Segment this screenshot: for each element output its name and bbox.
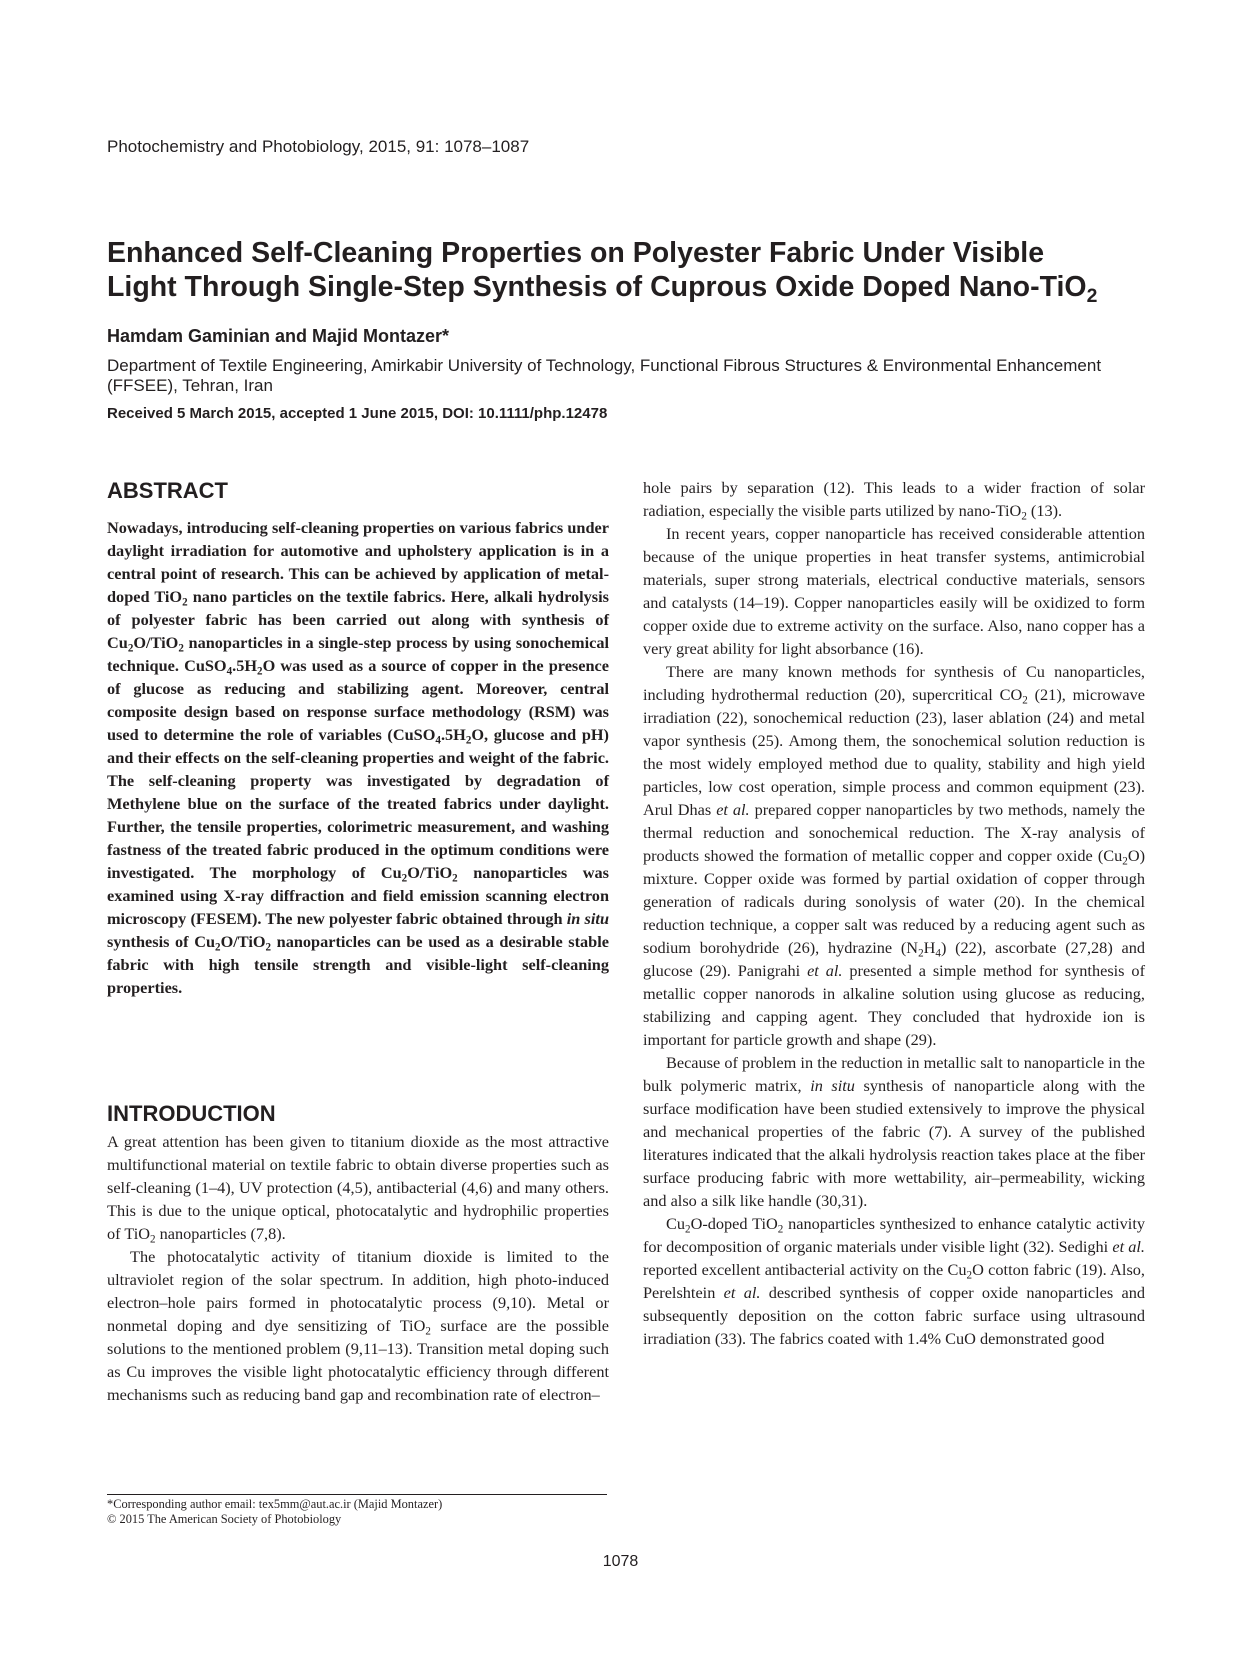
subscript: 2 (215, 941, 221, 954)
right-paragraph-2: In recent years, copper nanoparticle has received considerable attention because of the unique properties in heat transfer systems, antimicrobial materials, super strong materials, electrical conductive materials, sensors and catalysts (14–19). Copper nanoparticles easily will be oxidized to form copper oxide due to extreme activity on the surface. Also, nano copper has a very great ability for light absorbance (16). (643, 524, 1145, 658)
body-text: Because of problem in the reduction in metallic salt to nanoparticle in the bulk polymeric matrix, (643, 1053, 1145, 1095)
subscript: 4 (435, 734, 441, 747)
body-text: There are many known methods for synthesis of Cu nanoparticles, including hydrothermal reduction (20), supercritical CO (643, 662, 1145, 704)
intro-text: A great attention has been given to titanium dioxide as the most attractive multifunctional material on textile fabric to obtain diverse properties such as self-cleaning (1–4), UV protection (4,5), antibacterial (4,6) and many others. This is due to the unique optical, photocatalytic and hydrophilic properties of TiO (107, 1132, 609, 1243)
subscript: 2 (127, 642, 134, 655)
body-text: O-doped TiO (690, 1214, 778, 1233)
body-italic: in situ (810, 1076, 855, 1095)
subscript: 2 (401, 872, 408, 885)
title-subscript: 2 (1086, 284, 1098, 307)
right-paragraph-3 (643, 660, 1145, 1051)
subscript: 2 (685, 1223, 691, 1236)
intro-paragraph-1 (107, 1130, 609, 1245)
body-text: synthesis of nanoparticle along with the surface modification have been studied extensively to improve the physical and mechanical properties of the fabric (7). A survey of the published literatures indicated that the alkali hydrolysis reaction takes place at the fiber surface producing fabric with more wettability, air–permeability, wicking and also a silk like handle (30,31). (643, 1076, 1145, 1210)
body-text: ) (22), ascorbate (27,28) and glucose (29). Panigrahi (643, 938, 1145, 980)
intro-text: The photocatalytic activity of titanium dioxide is limited to the ultraviolet region of the solar spectrum. In addition, high photo-induced electron–hole pairs formed in photocatalytic process (9,10). Metal or nonmetal doping and dye sensitizing of TiO (107, 1247, 609, 1335)
affiliation: Department of Textile Engineering, Amirkabir University of Technology, Functional Fibrous Structures & Environmental Enhancement (FFSEE), Tehran, Iran (107, 356, 1102, 395)
subscript: 2 (178, 642, 184, 655)
body-text: nanoparticles synthesized to enhance catalytic activity for decomposition of organic materials under visible light (32). Sedighi (643, 1214, 1145, 1256)
abstract-text: nanoparticles in a single-step process by using sonochemical technique. CuSO (107, 633, 609, 675)
subscript: 2 (265, 941, 272, 954)
title-line-1: Enhanced Self-Cleaning Properties on Polyester Fabric Under Visible (107, 237, 1045, 269)
abstract-text: O/TiO (220, 932, 266, 951)
title-line-2: Light Through Single-Step Synthesis of Cuprous Oxide Doped Nano-TiO (107, 271, 1087, 303)
body-text: H (923, 938, 936, 957)
abstract-text: .5H (232, 656, 258, 675)
subscript: 2 (1021, 510, 1027, 523)
right-paragraph-4 (643, 1051, 1145, 1212)
subscript: 2 (966, 1269, 973, 1282)
intro-text: nanoparticles (7,8). (155, 1224, 286, 1243)
body-text: reported excellent antibacterial activity on the Cu (643, 1260, 967, 1279)
abstract-italic: in situ (566, 909, 609, 928)
abstract-text: nanoparticles can be used as a desirable stable fabric with high tensile strength and visible-light self-cleaning properties. (107, 932, 609, 997)
abstract-text: nano particles on the textile fabrics. Here, alkali hydrolysis of polyester fabric has been carried out along with synthesis of Cu (107, 587, 610, 652)
subscript: 2 (777, 1223, 784, 1236)
body-text: O) mixture. Copper oxide was formed by partial oxidation of copper through generation of radicals during sonolysis of water (20). In the chemical reduction technique, a copper salt was reduced by a reducing agent such as sodium borohydride (26), hydrazine (N (643, 846, 1145, 957)
body-text: (21), microwave irradiation (22), sonochemical reduction (23), laser ablation (24) and metal vapor synthesis (25). Among them, the sonochemical solution reduction is the most widely employed method due to quality, stability and high yield particles, low cost operation, simple process and common equipment (23). Arul Dhas (643, 685, 1145, 819)
abstract-text: nanoparticles was examined using X-ray diffraction and field emission scanning electron microscopy (FESEM). The new polyester fabric obtained through (107, 863, 609, 928)
subscript: 2 (918, 947, 924, 960)
subscript: 2 (425, 1325, 431, 1338)
body-text: described synthesis of copper oxide nanoparticles and subsequently deposition on the cotton fabric surface using ultrasound irradiation (33). The fabrics coated with 1.4% CuO demonstrated good (643, 1283, 1145, 1348)
subscript: 2 (465, 734, 472, 747)
subscript: 2 (150, 1233, 156, 1246)
abstract-text: synthesis of Cu (107, 932, 216, 951)
body-text: Cu (666, 1214, 686, 1233)
subscript: 2 (257, 665, 263, 678)
subscript: 4 (935, 947, 941, 960)
subscript: 2 (1122, 855, 1128, 868)
body-text: hole pairs by separation (12). This leads to a wider fraction of solar radiation, especially the visible parts utilized by nano-TiO (643, 478, 1145, 520)
abstract-text: Nowadays, introducing self-cleaning properties on various fabrics under daylight irradiation for automotive and upholstery application is in a central point of research. This can be achieved by application of metal-doped TiO (107, 518, 609, 606)
corresponding-author-note: *Corresponding author email: tex5mm@aut.ac.ir (Majid Montazer) (107, 1497, 443, 1511)
body-italic: et al. (723, 1283, 761, 1302)
body-italic: et al. (807, 961, 843, 980)
journal-citation: Photochemistry and Photobiology, 2015, 91: 1078–1087 (107, 137, 530, 156)
footnote-divider (107, 1494, 607, 1495)
intro-text: surface are the possible solutions to the mentioned problem (9,11–13). Transition metal doping such as Cu improves the visible light photocatalytic efficiency through different mechanisms such as reducing band gap and recombination rate of electron– (107, 1316, 609, 1404)
body-text: presented a simple method for synthesis of metallic copper nanorods in alkaline solution using glucose as reducing, stabilizing and capping agent. They concluded that hydroxide ion is important for particle growth and shape (29). (643, 961, 1145, 1049)
subscript: 4 (226, 665, 233, 678)
body-text: (13). (1026, 501, 1063, 520)
abstract-heading: ABSTRACT (107, 478, 228, 503)
abstract-text: .5H (440, 725, 466, 744)
right-paragraph-1 (643, 476, 1145, 522)
subscript: 2 (452, 872, 458, 885)
authors: Hamdam Gaminian and Majid Montazer* (107, 326, 450, 346)
intro-paragraph-2 (107, 1245, 609, 1406)
copyright-note: © 2015 The American Society of Photobiology (107, 1512, 342, 1526)
page-number: 1078 (602, 1553, 639, 1570)
footnotes (107, 1497, 442, 1527)
right-column (643, 476, 1145, 1350)
body-italic: et al. (716, 800, 750, 819)
introduction-left-column (107, 1130, 609, 1406)
body-italic: et al. (1112, 1237, 1145, 1256)
introduction-heading: INTRODUCTION (107, 1101, 276, 1126)
body-text: prepared copper nanoparticles by two methods, namely the thermal reduction and sonochemical reduction. The X-ray analysis of products showed the formation of metallic copper and copper oxide (Cu (643, 800, 1145, 865)
abstract-text: O was used as a source of copper in the presence of glucose as reducing and stabilizing agent. Moreover, central composite design based on response surface methodology (RSM) was used to determine the role of variables (CuSO (107, 656, 609, 744)
abstract-text: O/TiO (407, 863, 453, 882)
body-text: O cotton fabric (19). Also, Perelshtein (643, 1260, 1145, 1302)
received-line: Received 5 March 2015, accepted 1 June 2015, DOI: 10.1111/php.12478 (107, 405, 608, 422)
abstract-text: O/TiO (133, 633, 179, 652)
article-title (107, 236, 1147, 307)
abstract-paragraph (107, 516, 609, 999)
abstract-body (107, 516, 609, 999)
abstract-text: O, glucose and pH) and their effects on the self-cleaning properties and weight of the fabric. The self-cleaning property was investigated by degradation of Methylene blue on the surface of the treated fabrics under daylight. Further, the tensile properties, colorimetric measurement, and washing fastness of the treated fabric produced in the optimum conditions were investigated. The morphology of Cu (107, 725, 609, 882)
subscript: 2 (1022, 694, 1028, 707)
subscript: 2 (182, 596, 188, 609)
right-paragraph-5 (643, 1212, 1145, 1350)
